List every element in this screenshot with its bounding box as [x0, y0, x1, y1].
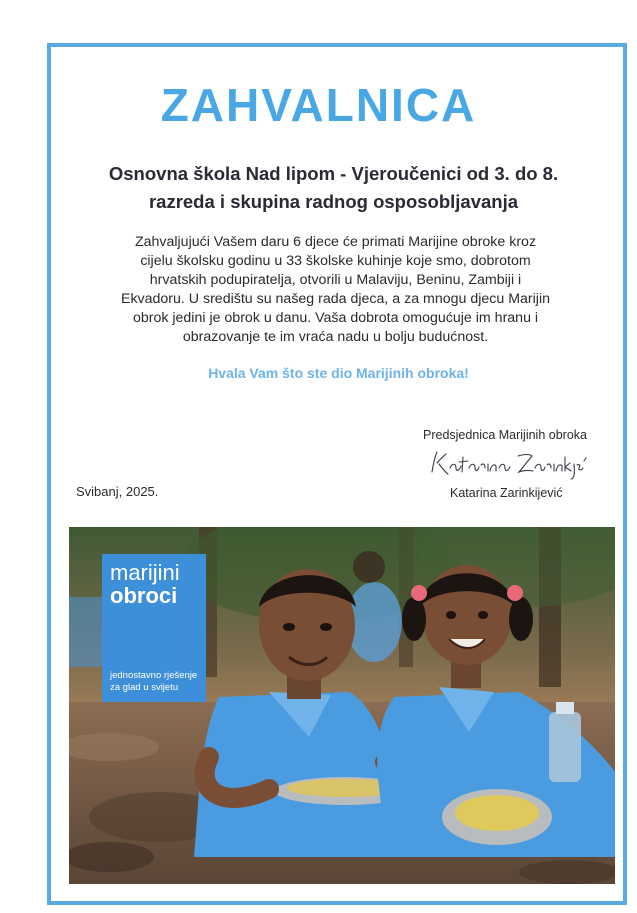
logo-tagline-line-1: jednostavno rješenje [110, 670, 198, 681]
body-line: obrazovanje te im vraća nadu u bolju budućnost. [182, 329, 489, 345]
logo-word-2: obroci [110, 583, 178, 608]
certificate-title: ZAHVALNICA [160, 79, 477, 131]
president-title: Predsjednica Marijinih obroka [423, 428, 587, 442]
logo-tagline-line-2: za glad u svijetu [110, 682, 179, 693]
recipient-line-1: Osnovna škola Nad lipom - Vjeroučenici od 3. do 8. [108, 163, 559, 184]
date: Svibanj, 2025. [76, 484, 159, 499]
logo-tagline [110, 670, 202, 694]
president-name: Katarina Zarinkijević [450, 486, 563, 500]
body-line: Zahvaljujući Vašem daru 6 djece će primati Marijine obroke kroz [134, 234, 537, 250]
body-line: cijelu školsku godinu u 33 školske kuhinje koje smo, dobrotom [140, 253, 531, 269]
marijini-obroci-logo [102, 554, 206, 702]
body-line: Ekvadoru. U središtu su našeg rada djeca, a za mnogu djecu Marijin [120, 291, 550, 307]
body-paragraph [104, 233, 567, 347]
body-line: obrok jedini je obrok u danu. Vaša dobrota omogućuje im hranu i [132, 310, 539, 326]
logo-word-1: marijini [110, 560, 180, 585]
recipient-line-2: razreda i skupina radnog osposobljavanja [148, 191, 519, 212]
children-eating-photo [69, 527, 615, 884]
handwritten-signature [428, 446, 588, 480]
thanks-line: Hvala Vam što ste dio Marijinih obroka! [208, 365, 469, 381]
body-line: hrvatskih podupiratelja, otvorili u Malaviju, Beninu, Zambiji i [149, 272, 522, 288]
recipient-block [70, 160, 597, 216]
